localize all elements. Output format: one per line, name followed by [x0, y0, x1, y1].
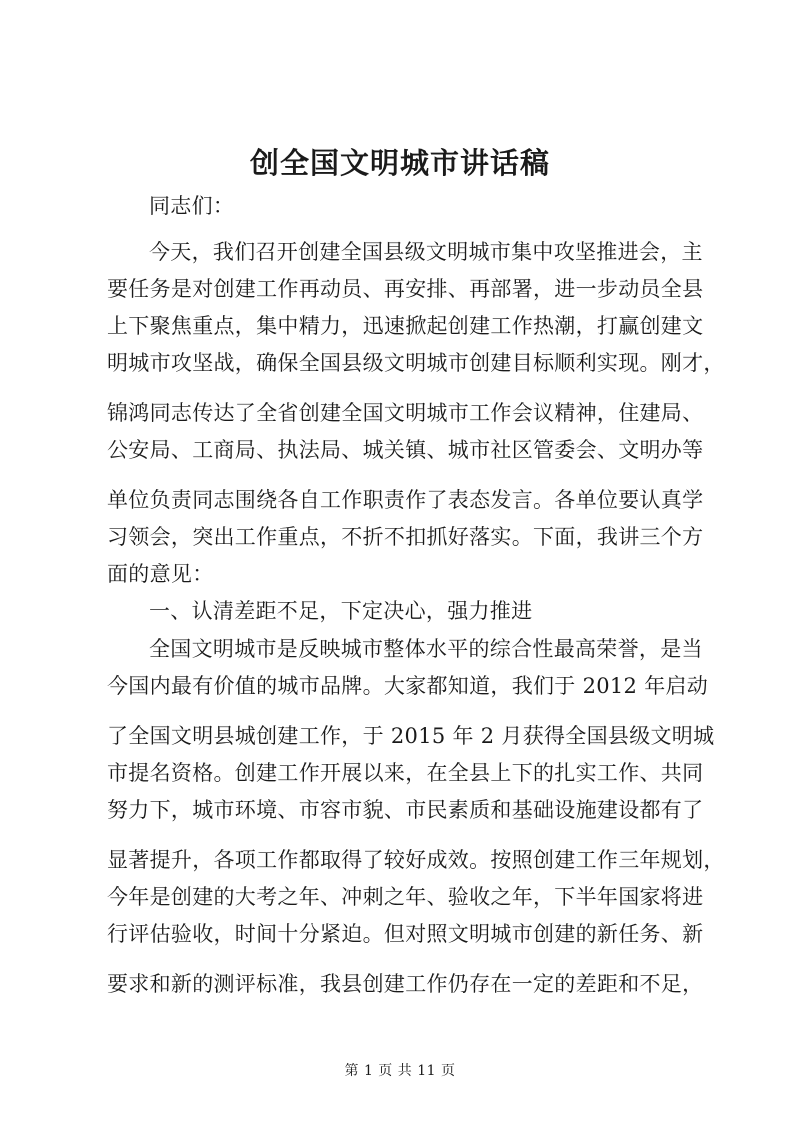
document-title: 创全国文明城市讲话稿 [249, 146, 550, 180]
body-line: 显著提升，各项工作都取得了较好成效。按照创建工作三年规划， [107, 848, 725, 872]
page-footer: 第 1 页 共 11 页 [344, 1063, 456, 1079]
body-line: 要求和新的测评标准，我县创建工作仍存在一定的差距和不足， [107, 972, 704, 996]
body-line: 习领会，突出工作重点，不折不扣抓好落实。下面，我讲三个方 [107, 525, 704, 549]
body-line: 面的意见： [107, 562, 214, 586]
body-line: 今天，我们召开创建全国县级文明城市集中攻坚推进会，主 [149, 240, 703, 264]
body-line: 今年是创建的大考之年、冲刺之年、验收之年，下半年国家将进 [107, 885, 704, 909]
body-line: 明城市攻坚战，确保全国县级文明城市创建目标顺利实现。刚才， [107, 351, 725, 375]
body-line: 努力下，城市环境、市容市貌、市民素质和基础设施建设都有了 [107, 798, 704, 822]
body-line: 今国内最有价值的城市品牌。大家都知道，我们于 2012 年启动 [107, 674, 709, 698]
section-heading: 一、认清差距不足，下定决心，强力推进 [149, 599, 533, 623]
body-line: 要任务是对创建工作再动员、再安排、再部署，进一步动员全县 [107, 277, 704, 301]
body-line: 上下聚焦重点，集中精力，迅速掀起创建工作热潮，打赢创建文 [107, 314, 704, 338]
body-line: 单位负责同志围绕各自工作职责作了表态发言。各单位要认真学 [107, 488, 704, 512]
body-line: 公安局、工商局、执法局、城关镇、城市社区管委会、文明办等 [107, 438, 704, 462]
body-line: 锦鸿同志传达了全省创建全国文明城市工作会议精神，住建局、 [107, 401, 704, 425]
body-line: 全国文明城市是反映城市整体水平的综合性最高荣誉，是当 [149, 637, 703, 661]
body-line: 了全国文明县城创建工作，于 2015 年 2 月获得全国县级文明城 [107, 724, 715, 748]
salutation-line: 同志们： [149, 194, 235, 218]
body-line: 市提名资格。创建工作开展以来，在全县上下的扎实工作、共同 [107, 761, 704, 785]
body-line: 行评估验收，时间十分紧迫。但对照文明城市创建的新任务、新 [107, 922, 704, 946]
